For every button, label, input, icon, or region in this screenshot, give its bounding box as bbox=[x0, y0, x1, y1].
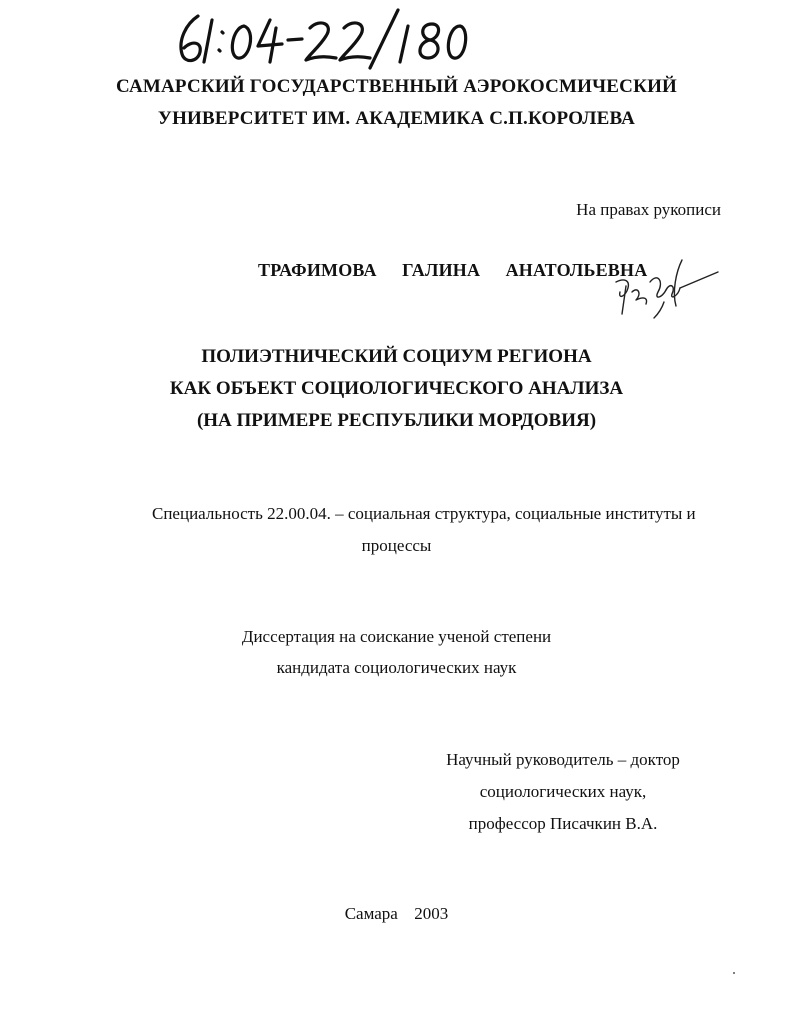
university-name-line-2: УНИВЕРСИТЕТ ИМ. АКАДЕМИКА С.П.КОРОЛЕВА bbox=[157, 108, 636, 129]
supervisor-line-2: социологических наук, bbox=[479, 782, 647, 801]
handwritten-signature-icon bbox=[606, 252, 726, 332]
supervisor-line-3: профессор Писачкин В.А. bbox=[468, 814, 658, 833]
title-line-1: ПОЛИЭТНИЧЕСКИЙ СОЦИУМ РЕГИОНА bbox=[201, 346, 592, 367]
dissertation-line-1: Диссертация на соискание ученой степени bbox=[241, 627, 552, 646]
scan-speck bbox=[733, 972, 735, 974]
title-line-2: КАК ОБЪЕКТ СОЦИОЛОГИЧЕСКОГО АНАЛИЗА bbox=[169, 378, 624, 399]
place-year: Самара 2003 bbox=[344, 904, 449, 923]
archive-code-handwriting-icon bbox=[170, 6, 470, 70]
supervisor-line-1: Научный руководитель – доктор bbox=[446, 750, 680, 769]
university-name-line-1: САМАРСКИЙ ГОСУДАРСТВЕННЫЙ АЭРОКОСМИЧЕСКИЙ bbox=[115, 76, 678, 97]
specialty-line-1: Специальность 22.00.04. – социальная структура, социальные институты и bbox=[152, 504, 696, 523]
title-line-3: (НА ПРИМЕРЕ РЕСПУБЛИКИ МОРДОВИЯ) bbox=[196, 410, 597, 431]
signature bbox=[606, 252, 726, 332]
rights-note: На правах рукописи bbox=[576, 200, 721, 219]
author-name: ТРАФИМОВА ГАЛИНА АНАТОЛЬЕВНА bbox=[258, 260, 648, 280]
handwritten-archive-code bbox=[170, 6, 470, 70]
dissertation-line-2: кандидата социологических наук bbox=[276, 658, 517, 677]
specialty-line-2: процессы bbox=[361, 536, 432, 555]
